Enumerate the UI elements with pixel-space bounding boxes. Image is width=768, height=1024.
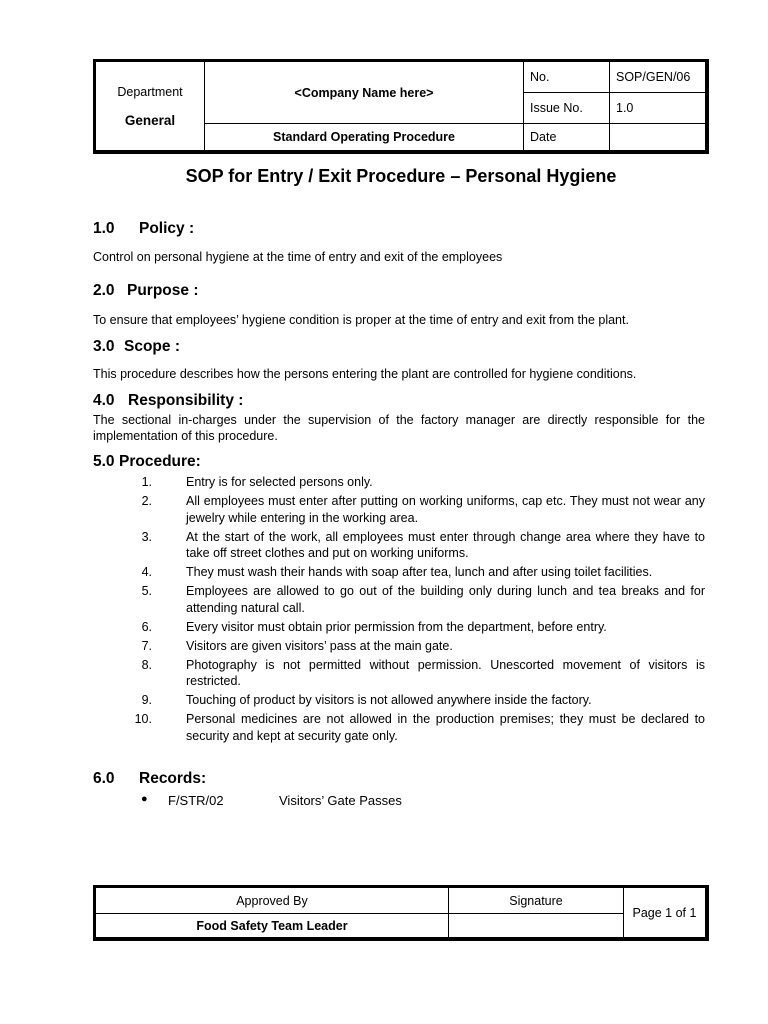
scope-heading [93, 338, 180, 356]
list-item-number: 6. [141, 619, 152, 634]
list-item [93, 583, 705, 616]
procedure-list [93, 474, 705, 747]
list-item-number: 8. [141, 657, 152, 672]
list-item-number: 2. [141, 494, 152, 508]
purpose-text: To ensure that employees’ hygiene condition is proper at the time of entry and exit from the plant. [93, 313, 629, 327]
list-item-text: All employees must enter after putting on working uniforms, cap etc. They must not wear any jewelry while entering in the working area. [186, 494, 705, 525]
list-item [93, 657, 705, 690]
signature-label: Signature [449, 888, 624, 914]
list-item [93, 529, 705, 562]
document-title: SOP for Entry / Exit Procedure – Personal Hygiene [185, 166, 617, 186]
scope-number: 3.0 [93, 338, 115, 355]
list-item [93, 692, 705, 709]
page-number: Page 1 of 1 [624, 888, 706, 938]
list-item-text: Every visitor must obtain prior permission from the department, before entry. [186, 619, 607, 634]
list-item-number: 9. [141, 693, 152, 707]
records-heading [93, 770, 206, 788]
procedure-number: 5.0 [93, 453, 115, 470]
header-table [93, 59, 709, 154]
document-type: Standard Operating Procedure [205, 124, 524, 151]
list-item [93, 638, 705, 655]
no-value: SOP/GEN/06 [610, 62, 706, 93]
list-item-text: Photography is not permitted without permission. Unescorted movement of visitors is restricted. [186, 657, 705, 688]
list-item-text: Employees are allowed to go out of the building only during lunch and tea breaks and for attending natural call. [186, 584, 705, 615]
list-item-number: 10. [134, 712, 152, 726]
list-item [93, 711, 705, 744]
record-name: Visitors’ Gate Passes [279, 793, 402, 808]
company-name: <Company Name here> [205, 62, 524, 124]
department-label: Department [117, 84, 183, 99]
records-list [93, 793, 493, 811]
policy-text: Control on personal hygiene at the time of entry and exit of the employees [93, 250, 503, 264]
responsibility-heading [93, 392, 243, 410]
signature-value [449, 914, 624, 938]
issue-label: Issue No. [524, 93, 610, 124]
list-item-text: At the start of the work, all employees must enter through change area where they have to take off street clothes and put on working uniforms. [186, 529, 705, 560]
procedure-title: Procedure: [119, 453, 201, 470]
list-item-text: Visitors are given visitors’ pass at the main gate. [186, 638, 453, 653]
approval-table [93, 885, 709, 941]
list-item [93, 493, 705, 526]
list-item-number: 1. [141, 475, 152, 489]
list-item-number: 3. [141, 529, 152, 544]
date-value [610, 124, 706, 151]
purpose-number: 2.0 [93, 282, 115, 299]
list-item-text: They must wash their hands with soap after tea, lunch and after using toilet facilities. [186, 565, 653, 579]
list-item-number: 4. [141, 565, 152, 579]
date-label: Date [524, 124, 610, 151]
policy-number: 1.0 [93, 220, 115, 237]
approved-by-label: Approved By [96, 888, 449, 914]
list-item-number: 7. [141, 638, 152, 653]
bullet-icon: ● [141, 793, 148, 805]
list-item [93, 564, 705, 581]
records-number: 6.0 [93, 770, 115, 787]
list-item [93, 474, 705, 491]
scope-text: This procedure describes how the persons entering the plant are controlled for hygiene conditions. [93, 367, 637, 381]
list-item [93, 619, 705, 636]
department-value: General [124, 112, 176, 128]
responsibility-text: The sectional in-charges under the supervision of the factory manager are directly responsible for the implementation of this procedure. [93, 413, 705, 443]
procedure-heading [93, 453, 201, 471]
list-item-number: 5. [141, 584, 152, 598]
policy-heading [93, 220, 194, 238]
approved-by-value: Food Safety Team Leader [96, 914, 449, 938]
no-label: No. [524, 62, 610, 93]
responsibility-title: Responsibility : [128, 392, 244, 409]
issue-value: 1.0 [610, 93, 706, 124]
policy-title: Policy : [139, 220, 195, 237]
records-title: Records: [139, 770, 207, 787]
record-code: F/STR/02 [168, 793, 224, 808]
list-item-text: Touching of product by visitors is not allowed anywhere inside the factory. [186, 693, 592, 707]
list-item-text: Entry is for selected persons only. [186, 475, 373, 489]
department-cell [96, 62, 205, 151]
purpose-heading [93, 282, 198, 300]
scope-title: Scope : [124, 338, 180, 355]
purpose-title: Purpose : [127, 282, 199, 299]
list-item-text: Personal medicines are not allowed in the production premises; they must be declared to security and kept at security gate only. [186, 712, 705, 743]
responsibility-number: 4.0 [93, 392, 115, 409]
